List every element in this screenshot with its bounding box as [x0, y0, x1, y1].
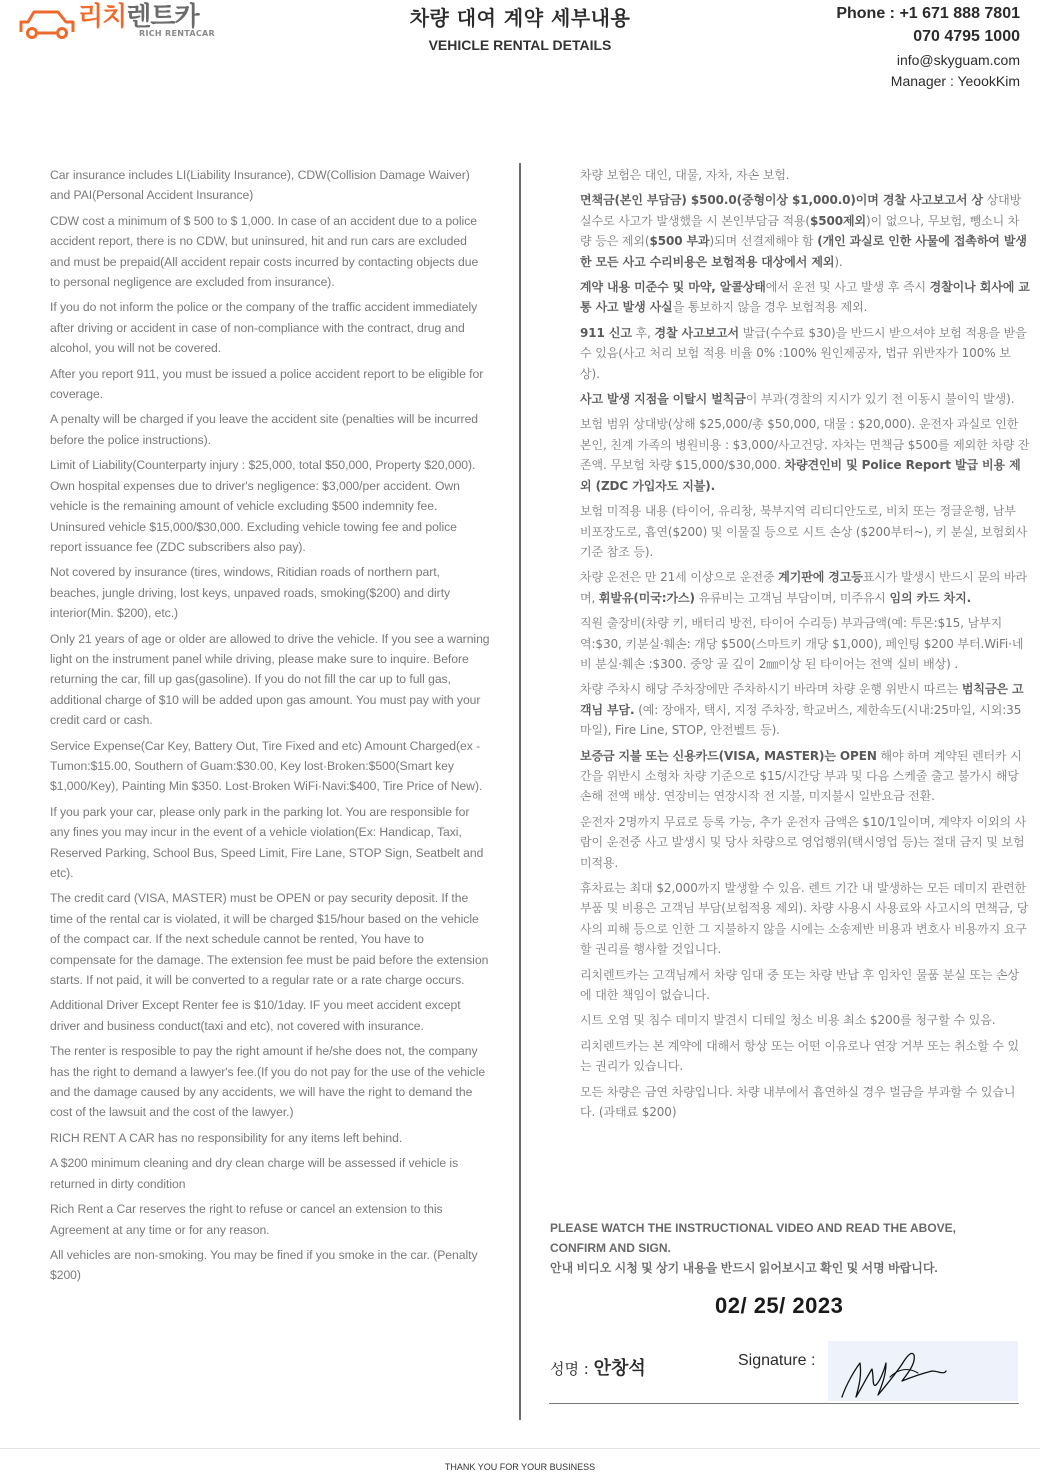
sign-notice-english: PLEASE WATCH THE INSTRUCTIONAL VIDEO AND READ THE ABOVE, CONFIRM AND SIGN. — [550, 1221, 957, 1255]
bold-text-run: 차량견인비 및 Police Report 발급 비용 제외 (ZDC 가입자도 지불). — [580, 458, 1021, 493]
english-term-paragraph: Rich Rent a Car reserves the right to refuse or cancel an extension to this Agreement at any time or for any reason. — [50, 1202, 443, 1237]
korean-term-paragraph — [580, 165, 1030, 185]
contact-phone: Phone : +1 671 888 7801 — [836, 5, 1020, 22]
text-run: 해야 하며 계약된 렌터카 시간을 위반시 소형차 차량 기준으로 $15/시간당 부과 및 다음 스케줄 출고 불가시 해당 손해 전액 배상. 연장비는 연장시작 전 지불, 미지불시 일반요금 전환. — [580, 748, 1022, 804]
renter-name-label: 성명 : — [550, 1360, 594, 1378]
english-term-paragraph: Additional Driver Except Renter fee is $10/1day. IF you meet accident except driver and business conduct(taxi and etc), not covered with insurance. — [50, 998, 461, 1033]
korean-term-paragraph — [580, 1082, 1030, 1123]
contract-date: 02/ 25/ 2023 — [715, 1293, 844, 1318]
bold-text-run: 사고 발생 지점을 이탈시 벌칙금 — [580, 392, 746, 407]
korean-terms-column — [580, 165, 1030, 1127]
bold-text-run: 임의 카드 차지. — [889, 590, 972, 605]
bold-text-run: 계약 내용 미준수 및 마약, 알콜상태 — [580, 280, 766, 295]
text-run: 리치렌트카는 고객님께서 차량 임대 중 또는 차량 반납 후 임차인 물품 분실 또는 손상에 대한 책임이 없습니다. — [580, 967, 1020, 1003]
contact-email: info@skyguam.com — [896, 52, 1020, 68]
bold-text-run: (개인 과실로 인한 사물에 접촉하여 발생한 모든 사고 수리비용은 보험적용 대상에서 제외 — [580, 234, 1027, 269]
korean-term-paragraph — [580, 965, 1030, 1006]
footer-divider — [0, 1448, 1040, 1449]
text-run: 보험 범위 상대방(상해 $25,000/총 $50,000, 대물 : $20,000). 운전자 과실로 인한 본인, 친계 가족의 병원비용 : $3,000/사고건당. 자차는 면책금 $500를 제외한 차량 잔존액. 무보험 차량 $15,000/$30,000. — [580, 417, 1030, 473]
bold-text-run: 경찰 사고보고서 — [654, 325, 739, 340]
signature-label: Signature : — [738, 1352, 816, 1369]
english-term-paragraph: Only 21 years of age or older are allowed to drive the vehicle. If you see a warning light on the instrument panel while driving, please make sure to inquire. Before returning the car, fill up gas(gasoline). If you do not fill the car up to full gas, additional charge of $10 will be added upon gas amount. You must pay with your credit card or cash. — [50, 631, 490, 728]
english-term-paragraph: Service Expense(Car Key, Battery Out, Tire Fixed and etc) Amount Charged(ex - Tumon:$15.00, Southern of Guam:$30.00, Key lost·Broken:$500(Smart key $1,000/Key), Painting Min $350. Lost·Broken WiFi·Navi:$400, Tire Price of New). — [50, 738, 483, 794]
signature-underline — [549, 1403, 1019, 1404]
english-term-paragraph: Limit of Liability(Counterparty injury : $25,000, total $50,000, Property $20,000). Own hospital expenses due to driver's negligence: $3,000/per accident. Own vehicle is the remaining amount of vehicle excluding $500 indemnity fee. Uninsured vehicle $15,000/$30,000. Excluding vehicle towing fee and police report issuance fee (ZDC subscribers also pay). — [50, 458, 476, 554]
text-run: 이 부과(경찰의 지시가 있기 전 이동시 불이익 발생). — [745, 392, 1015, 407]
english-term-paragraph: All vehicles are non-smoking. You may be fined if you smoke in the car. (Penalty $200) — [50, 1247, 478, 1283]
text-run: 운전자 2명까지 무료로 등록 가능, 추가 운전자 금액은 $10/1일이며, 계약자 이외의 사람이 운전중 사고 발생시 및 당사 차량으로 영업행위(택시영업 등)는 절대 금지 및 보험 미적용. — [580, 814, 1027, 870]
text-run: ). — [834, 254, 843, 269]
text-run: )되며 선결제해야 함 — [709, 234, 818, 249]
text-run: 에서 운전 및 사고 발생 후 즉시 — [765, 280, 930, 295]
text-run: 모든 차량은 금연 차량입니다. 차량 내부에서 흡연하실 경우 벌금을 부과할 수 있습니다. (과태료 $200) — [580, 1084, 1016, 1120]
english-term-paragraph: RICH RENT A CAR has no responsibility for any items left behind. — [50, 1130, 403, 1145]
english-term-paragraph: Car insurance includes LI(Liability Insurance), CDW(Collision Damage Waiver) and PAI(Personal Accident Insurance) — [50, 168, 470, 203]
contact-tel: 070 4795 1000 — [913, 28, 1020, 45]
text-run: 차량 주차시 해당 주차장에만 주차하시기 바라며 차량 운행 위반시 따르는 — [580, 682, 962, 697]
text-run: 후, — [631, 325, 655, 340]
bold-text-run: 계기판에 경고등 — [778, 570, 863, 585]
text-run: 유류비는 고객님 부담이며, 미주유시 — [694, 590, 890, 605]
english-term-paragraph: A penalty will be charged if you leave the accident site (penalties will be incurred before the police instructions). — [50, 412, 479, 447]
english-term-paragraph: The credit card (VISA, MASTER) must be OPEN or pay security deposit. If the time of the rental car is violated, it will be charged $15/hour based on the vehicle of the compact car. If the next schedule cannot be rented, You have to compensate for the damage. The extension fee must be paid before the extension starts. If not paid, it will be converted to a regular rate or a rate charge occurs. — [50, 891, 489, 988]
handwritten-signature — [828, 1341, 1018, 1401]
text-run: 직원 출장비(차량 키, 배터리 방전, 타이어 수리등) 부과금액(예: 투몬:$15, 남부지역:$30, 키분실·훼손: 개당 $500(스마트키 개당 $1,000), 페인팅 $200 부터.WiFi·네비 분실·훼손 :$300. 중앙 골 깊이 2㎜이상 된 타이어는 전액 실비 배상) . — [580, 616, 1024, 671]
text-run: 차량 운전은 만 21세 이상으로 운전중 — [580, 570, 779, 585]
text-run: (예: 장애자, 택시, 지정 주차장, 학교버스, 제한속도(시내:25마일, 시외:35마일), Fire Line, STOP, 안전벨트 등). — [580, 702, 1022, 738]
logo-wordmark-part2: 렌트카 — [126, 2, 199, 32]
text-run: 표시가 발생시 반드시 문의 바라며, — [580, 570, 1028, 605]
english-term-paragraph: If you do not inform the police or the company of the traffic accident immediately after driving or accident in case of non-compliance with the contract, drug and alcohol, you will not be covered. — [50, 300, 478, 356]
korean-term-paragraph — [580, 567, 1030, 608]
korean-term-paragraph — [580, 323, 1030, 384]
sign-notice — [550, 1218, 1010, 1278]
bold-text-run: 범칙금은 고객님 부담. — [580, 682, 1024, 717]
contact-block — [836, 3, 1020, 91]
signature-field[interactable] — [828, 1341, 1018, 1401]
bold-text-run: $500 부과 — [649, 234, 710, 249]
bold-text-run: 경찰이나 회사에 교통 사고 발생 사실 — [580, 280, 1030, 315]
text-run: 보험 미적용 내용 (타이어, 유리창, 북부지역 리티디안도로, 비치 또는 정글운행, 남부 비포장도로, 흡연($200) 및 이물질 등으로 시트 손상 ($200부터~), 키 분실, 보험회사 기준 참조 등). — [580, 504, 1028, 559]
english-term-paragraph: CDW cost a minimum of $ 500 to $ 1,000. In case of an accident due to a police accident report, there is no CDW, but uninsured, hit and run cars are excluded and must be prepaid(All accident repair costs incurred by contacting objects due to personal negligence are excluded from insurance). — [50, 213, 479, 290]
logo-wordmark-part1: 리치 — [78, 2, 127, 32]
page-title-english: VEHICLE RENTAL DETAILS — [428, 37, 612, 53]
bold-text-run: 면책금(본인 부담금) $500.0(중형이상 $1,000.0)이며 경찰 사고보고서 상 — [580, 193, 983, 208]
korean-term-paragraph — [580, 1010, 1030, 1030]
korean-term-paragraph — [580, 414, 1030, 496]
bold-text-run: $500제외 — [810, 213, 866, 228]
korean-term-paragraph — [580, 878, 1030, 960]
bold-text-run: 휘발유(미국:가스) — [598, 590, 695, 605]
sign-notice-korean: 안내 비디오 시청 및 상기 내용을 반드시 읽어보시고 확인 및 서명 바랍니다. — [550, 1261, 938, 1275]
text-run: 을 통보하지 않을 경우 보험적용 제외. — [672, 300, 868, 315]
english-term-paragraph: A $200 minimum cleaning and dry clean charge will be assessed if vehicle is returned in dirty condition — [50, 1156, 459, 1191]
korean-term-paragraph — [580, 389, 1030, 409]
korean-term-paragraph — [580, 277, 1030, 318]
english-term-paragraph: If you park your car, please only park in the parking lot. You are responsible for any fines you may incur in the event of a vehicle violation(Ex: Handicap, Taxi, Reserved Parking, School Bus, Speed Limit, Fire Lane, STOP Sign, Seatbelt and etc). — [50, 804, 484, 880]
contact-manager: Manager : YeookKim — [890, 73, 1020, 89]
text-run: 시트 오염 및 침수 데미지 발견시 디테일 청소 비용 최소 $200를 청구할 수 있음. — [580, 1013, 996, 1028]
bold-text-run: 보증금 지불 또는 신용카드(VISA, MASTER)는 OPEN — [580, 748, 877, 763]
english-term-paragraph: After you report 911, you must be issued a police accident report to be eligible for coverage. — [50, 366, 484, 402]
text-run: 상대방 실수로 사고가 발생했을 시 본인부담금 적용( — [580, 193, 1022, 228]
english-term-paragraph: The renter is resposible to pay the right amount if he/she does not, the company has the right to demand a lawyer's fee.(If you do not pay for the use of the vehicle and the damage caused by any accidents, we will have the right to demand the cost of the lawsuit and the cost of the lawyer.) — [50, 1044, 486, 1120]
page-title-korean: 차량 대여 계약 세부내용 — [409, 6, 631, 30]
korean-term-paragraph — [580, 679, 1030, 740]
english-terms-column — [50, 165, 490, 1291]
text-run: 차량 보험은 대인, 대물, 자차, 자손 보험. — [580, 168, 790, 182]
korean-term-paragraph — [580, 812, 1030, 873]
column-divider — [519, 163, 521, 1420]
bold-text-run: 911 신고 — [580, 325, 632, 340]
footer-thanks: THANK YOU FOR YOUR BUSINESS — [444, 1462, 596, 1472]
korean-term-paragraph — [580, 501, 1030, 562]
renter-name-value: 안창석 — [593, 1358, 646, 1379]
logo-subtitle: RICH RENTACAR — [139, 29, 215, 38]
korean-term-paragraph — [580, 746, 1030, 807]
korean-term-paragraph — [580, 190, 1030, 272]
korean-term-paragraph — [580, 1036, 1030, 1077]
korean-term-paragraph — [580, 613, 1030, 674]
text-run: 발급(수수료 $30)을 반드시 받으셔야 보험 적용을 받을 수 있음(사고 처리 보험 적용 비율 0% :100% 원인제공자, 법규 위반자가 100% 보상). — [580, 325, 1027, 381]
text-run: 리치렌트카는 본 계약에 대해서 항상 또는 어떤 이유로나 연장 거부 또는 취소할 수 있는 권리가 있습니다. — [580, 1038, 1020, 1074]
text-run: 휴차료는 최대 $2,000까지 발생할 수 있음. 렌트 기간 내 발생하는 모든 데미지 관련한 부품 및 비용은 고객님 부담(보험적용 제외). 차량 사용시 사용료와 사고시의 면책금, 당사의 피해 등으로 인한 그 지불하지 않을 시에는 소송제반 비용과 변호사 비용까지 요구할 권리를 행사할 것입니다. — [580, 881, 1029, 957]
text-run: )이 없으나, 무보험, 뺑소니 차량 등은 제외( — [580, 213, 1020, 249]
english-term-paragraph: Not covered by insurance (tires, windows, Ritidian roads of northern part, beaches, jungle driving, lost keys, unpaved roads, smoking($200) and dirty interior(Min. $200), etc.) — [50, 565, 451, 621]
renter-name — [550, 1354, 646, 1380]
